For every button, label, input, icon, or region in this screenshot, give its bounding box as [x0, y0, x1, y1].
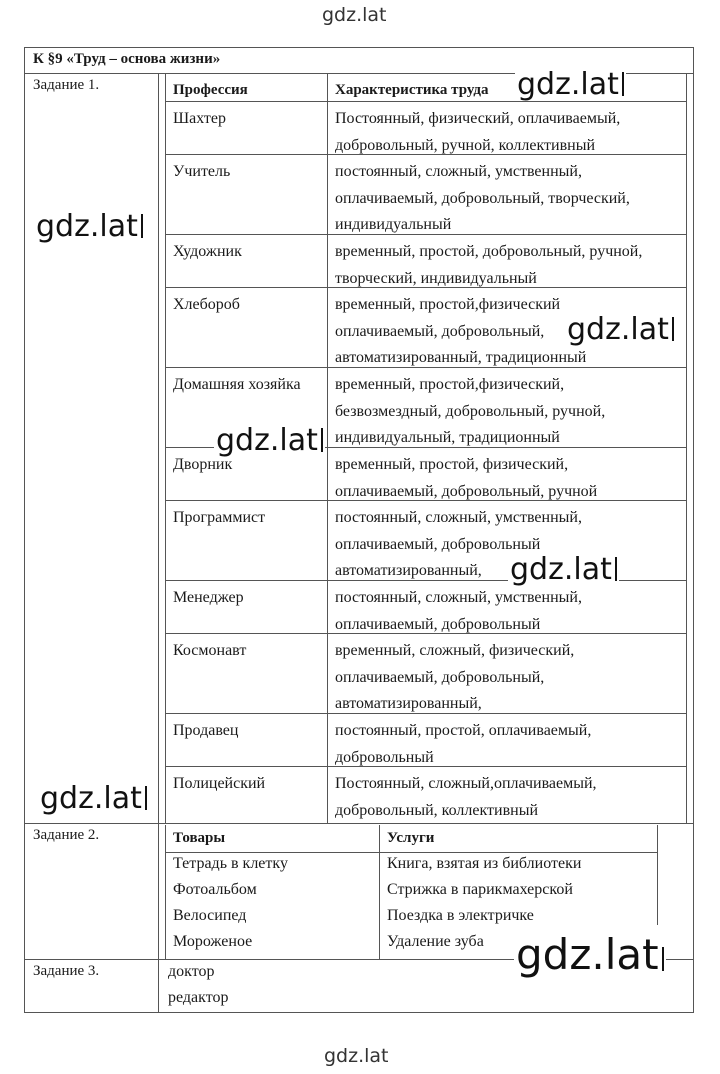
divider [158, 73, 159, 1013]
characteristic-cell: временный, простой, добровольный, ручной, творческий, индивидуальный [335, 243, 643, 287]
task1-label: Задание 1. [33, 77, 100, 93]
task2-label: Задание 2. [33, 827, 100, 843]
profession-cell: Художник [173, 243, 242, 260]
goods-item: Мороженое [173, 933, 253, 950]
table-row [165, 580, 687, 633]
watermark-overlay: gdz.lat [515, 70, 626, 100]
header-services: Услуги [387, 830, 435, 846]
header-characteristic: Характеристика труда [335, 82, 489, 98]
characteristic-cell: временный, простой, физический, оплачиваемый, добровольный, ручной [335, 456, 598, 500]
table-row [165, 154, 687, 234]
table-row [165, 633, 687, 713]
profession-cell: Шахтер [173, 110, 226, 127]
characteristic-cell: Постоянный, физический, оплачиваемый, добровольный, ручной, коллективный [335, 110, 621, 154]
services-item: Стрижка в парикмахерской [387, 881, 573, 898]
characteristic-cell: постоянный, сложный, умственный, оплачиваемый, добровольный автоматизированный, [335, 509, 582, 579]
profession-cell: Программист [173, 509, 266, 526]
table-row [165, 766, 687, 823]
page-title: К §9 «Труд – основа жизни» [33, 51, 221, 67]
divider [379, 825, 380, 959]
header-goods: Товары [173, 830, 226, 846]
profession-cell: Учитель [173, 163, 231, 180]
goods-item: Велосипед [173, 907, 247, 924]
services-item: Книга, взятая из библиотеки [387, 855, 582, 872]
characteristic-cell: постоянный, сложный, умственный, оплачиваемый, добровольный [335, 589, 582, 633]
watermark-top: gdz.lat [322, 4, 387, 26]
task3-item: доктор [168, 963, 215, 980]
task3-item: редактор [168, 989, 229, 1006]
divider [165, 852, 657, 853]
watermark-bottom: gdz.lat [324, 1045, 389, 1067]
goods-item: Фотоальбом [173, 881, 257, 898]
watermark-overlay: gdz.lat [34, 212, 145, 242]
table-row [165, 713, 687, 766]
watermark-overlay: gdz.lat [508, 555, 619, 585]
table-row [165, 234, 687, 287]
profession-cell: Продавец [173, 722, 239, 739]
watermark-overlay: gdz.lat [38, 784, 149, 814]
task3-label: Задание 3. [33, 963, 100, 979]
characteristic-cell: временный, сложный, физический, оплачиваемый, добровольный, автоматизированный, [335, 642, 575, 712]
watermark-overlay: gdz.lat [214, 426, 325, 456]
profession-cell: Дворник [173, 456, 233, 473]
characteristic-cell: временный, простой,физический, безвозмездный, добровольный, ручной, индивидуальный, традиционный [335, 376, 606, 446]
divider [165, 825, 166, 959]
watermark-overlay: gdz.lat [514, 934, 666, 976]
goods-item: Тетрадь в клетку [173, 855, 288, 872]
services-item: Поездка в электричке [387, 907, 534, 924]
characteristic-cell: постоянный, сложный, умственный, оплачиваемый, добровольный, творческий, индивидуальный [335, 163, 630, 233]
profession-cell: Хлебороб [173, 296, 240, 313]
profession-cell: Космонавт [173, 642, 247, 659]
profession-cell: Менеджер [173, 589, 244, 606]
worksheet-frame [24, 47, 694, 1013]
characteristic-cell: постоянный, простой, оплачиваемый, добровольный [335, 722, 592, 766]
header-profession: Профессия [173, 82, 248, 98]
watermark-overlay: gdz.lat [565, 315, 676, 345]
services-item: Удаление зуба [387, 933, 484, 950]
profession-cell: Домашняя хозяйка [173, 376, 301, 393]
characteristic-cell: Постоянный, сложный,оплачиваемый, добровольный, коллективный [335, 775, 597, 819]
characteristic-cell: временный, простой,физический оплачиваемый, добровольный, автоматизированный, традиционный [335, 296, 587, 366]
table-row [165, 101, 687, 154]
profession-cell: Полицейский [173, 775, 266, 792]
divider [657, 825, 658, 925]
